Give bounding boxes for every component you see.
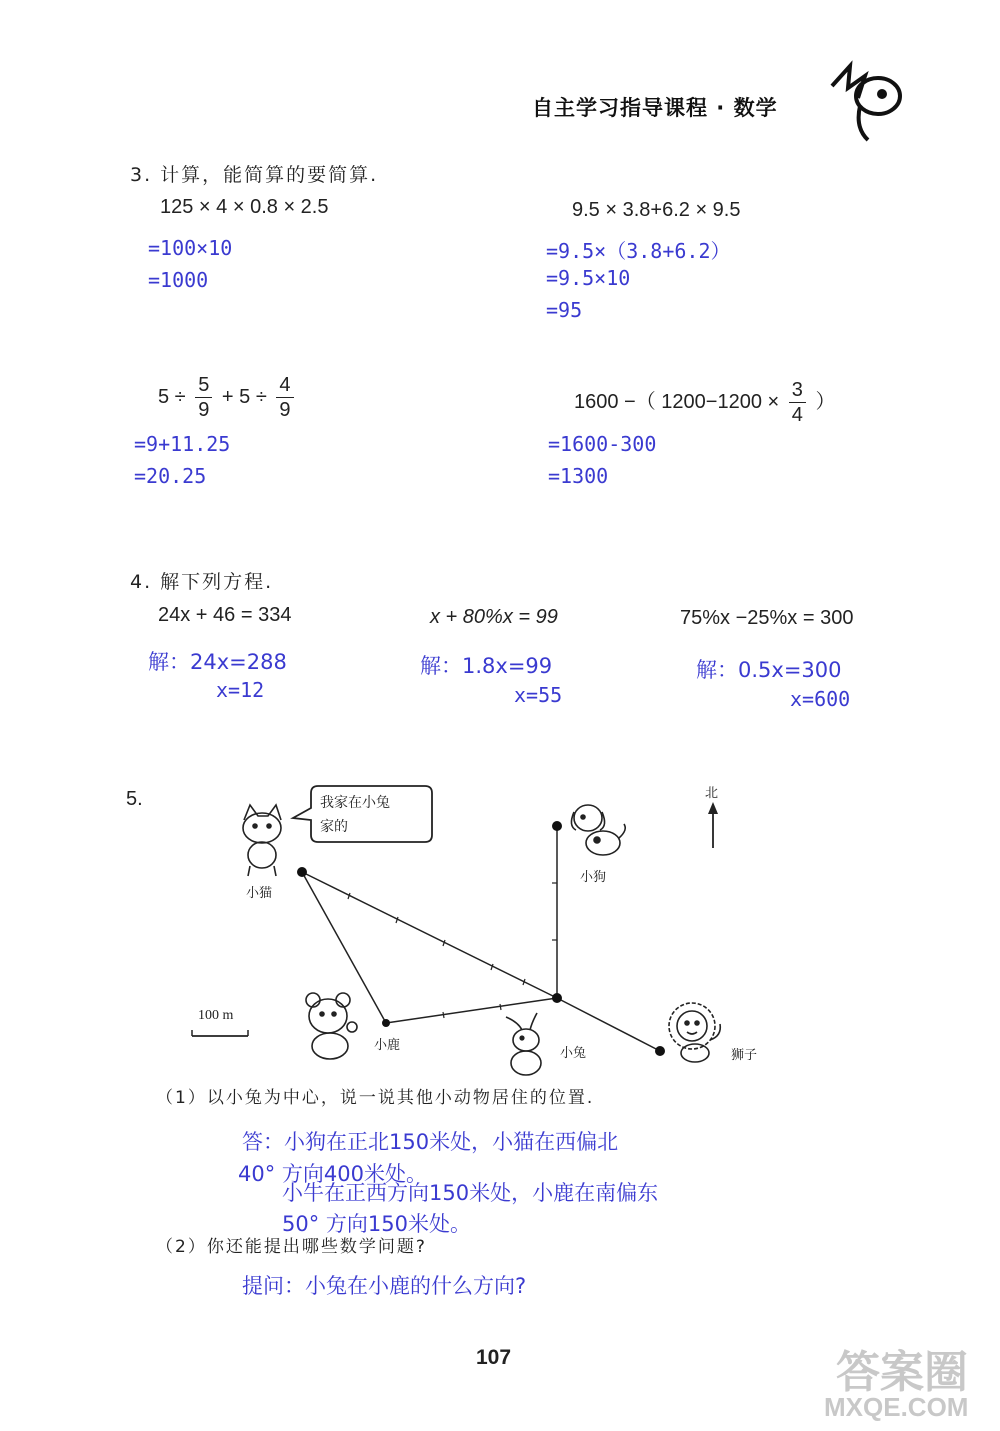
q3-p2-step-1: =9.5×（3.8+6.2） [546, 239, 731, 263]
q4-e3-step-2: x=600 [790, 687, 851, 711]
point-deer [382, 1019, 390, 1027]
lion-icon [669, 1003, 720, 1062]
deer-icon [306, 993, 357, 1059]
dog-icon [571, 805, 625, 855]
q3-p4-step-2: =1300 [548, 464, 609, 488]
label-dog: 小狗 [580, 870, 607, 885]
q5-answer-1-line-1: 答：小狗在正北150米处，小猫在西偏北 [242, 1130, 619, 1154]
label-rabbit: 小兔 [560, 1046, 587, 1061]
line-cat-deer [302, 872, 386, 1023]
q3-p3-part-a: 5 ÷ [158, 385, 186, 408]
q3-p1-step-1: =100×10 [148, 236, 233, 260]
q3-p4-part-b: ） [815, 390, 836, 413]
line-cat-rabbit [302, 872, 557, 998]
q3-p2-expr: 9.5 × 3.8+6.2 × 9.5 [572, 199, 741, 221]
header-title: 自主学习指导课程 · 数学 [532, 96, 778, 120]
q3-p1-expr: 125 × 4 × 0.8 × 2.5 [160, 196, 329, 218]
point-rabbit [552, 993, 562, 1003]
q4-e1-expr: 24x + 46 = 334 [158, 604, 292, 626]
q3-p1-step-2: =1000 [148, 268, 209, 292]
q3-p3-fraction-1: $\frac{5}{9}$ [195, 375, 212, 420]
point-dog [552, 821, 562, 831]
q3-p2-step-2: =9.5×10 [546, 266, 631, 290]
q4-e1-step-1: 解：24x=288 [148, 650, 287, 674]
q4-e3-expr: 75%x −25%x = 300 [680, 607, 854, 629]
point-lion [655, 1046, 665, 1056]
q3-p3-part-b: + 5 ÷ [221, 385, 267, 408]
cat-icon [243, 805, 281, 876]
q4-e1-step-2: x=12 [216, 678, 265, 702]
q3-title: 3. 计算，能简算的要简算. [130, 164, 379, 186]
q4-title: 4. 解下列方程. [130, 571, 274, 593]
q5-answer-2: 提问：小兔在小鹿的什么方向? [242, 1274, 527, 1298]
q3-p4-fraction: $\frac{3}{4}$ [789, 380, 806, 425]
q3-p4-step-1: =1600-300 [548, 432, 657, 456]
watermark-url: MXQE.COM [824, 1392, 969, 1422]
rabbit-icon [506, 1013, 541, 1075]
q4-e2-expr: x + 80%x = 99 [430, 606, 558, 628]
q5-answer-1-line-4: 50° 方向150米处。 [282, 1212, 471, 1236]
label-cat: 小猫 [246, 886, 273, 901]
bubble-line-1: 我家在小兔 [320, 795, 390, 811]
q3-p4-part-a: 1600 −（ 1200−1200 × [574, 390, 780, 413]
label-deer: 小鹿 [374, 1038, 401, 1053]
q3-p3-fraction-2: $\frac{4}{9}$ [276, 375, 293, 420]
q3-p3-step-2: =20.25 [134, 464, 207, 488]
q5-answer-1-line-2: 40° 方向400米处。 [238, 1162, 427, 1186]
q5-sub2: （2）你还能提出哪些数学问题? [156, 1237, 427, 1257]
q4-e3-step-1: 解：0.5x=300 [696, 658, 842, 682]
page-number: 107 [476, 1346, 512, 1369]
q4-e2-step-1: 解：1.8x=99 [420, 654, 553, 678]
scale-label: 100 m [198, 1008, 234, 1023]
q5-sub1: （1）以小兔为中心，说一说其他小动物居住的位置. [156, 1088, 595, 1108]
q3-p2-step-3: =95 [546, 298, 583, 322]
label-lion: 狮子 [731, 1048, 758, 1063]
line-deer-rabbit [386, 998, 557, 1023]
bubble-line-2: 家的 [320, 819, 348, 835]
watermark-logo: 答案圈 [836, 1347, 968, 1398]
north-label: 北 [705, 786, 719, 801]
q4-e2-step-2: x=55 [514, 683, 563, 707]
q5-answer-1-line-3: 小牛在正西方向150米处，小鹿在南偏东 [282, 1181, 659, 1205]
north-arrow-head [708, 802, 718, 814]
q5-number: 5. [126, 788, 143, 810]
q3-p3-step-1: =9+11.25 [134, 432, 231, 456]
point-cat [297, 867, 307, 877]
